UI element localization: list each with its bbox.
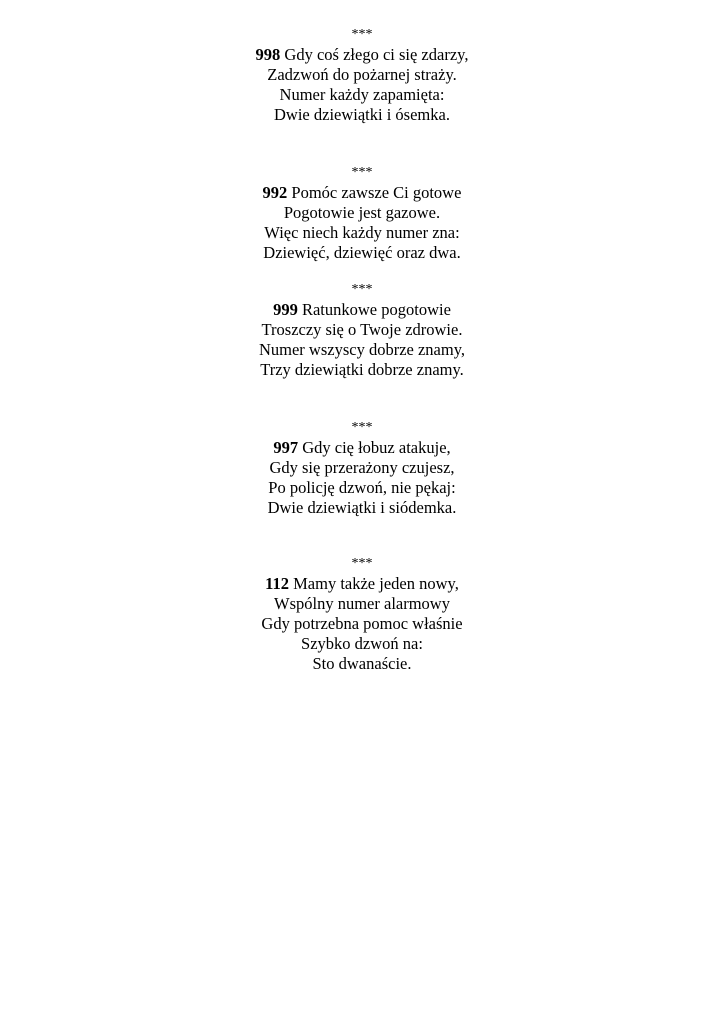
stanza-first-line — [0, 438, 724, 458]
emergency-number: 998 — [255, 45, 281, 64]
stanza-112 — [0, 554, 724, 674]
stanza-992 — [0, 163, 724, 263]
stanza-separator: *** — [351, 165, 373, 180]
verse-line: Szybko dzwoń na: — [301, 634, 423, 653]
stanza-separator: *** — [351, 27, 373, 42]
stanza-separator: *** — [351, 556, 373, 571]
stanza-separator: *** — [351, 420, 373, 435]
verse-line: Gdy się przerażony czujesz, — [269, 458, 455, 477]
first-line-text: Ratunkowe pogotowie — [301, 300, 451, 319]
emergency-number: 992 — [262, 183, 288, 202]
first-line-text: Gdy cię łobuz atakuje, — [302, 438, 451, 457]
verse-line: Po policję dzwoń, nie pękaj: — [268, 478, 456, 497]
stanza-first-line — [0, 574, 724, 594]
stanza-first-line — [0, 300, 724, 320]
verse-line: Troszczy się o Twoje zdrowie. — [261, 320, 463, 339]
emergency-number: 997 — [273, 438, 299, 457]
stanza-first-line — [0, 45, 724, 65]
emergency-number: 112 — [265, 574, 289, 593]
verse-line: Numer wszyscy dobrze znamy, — [258, 340, 466, 359]
stanza-998 — [0, 25, 724, 125]
stanza-997 — [0, 418, 724, 518]
stanza-999 — [0, 280, 724, 380]
verse-line: Dwie dziewiątki i siódemka. — [267, 498, 457, 517]
stanza-first-line — [0, 183, 724, 203]
verse-line: Gdy potrzebna pomoc właśnie — [261, 614, 463, 633]
verse-line: Więc niech każdy numer zna: — [264, 223, 460, 242]
verse-line: Trzy dziewiątki dobrze znamy. — [260, 360, 464, 379]
verse-line: Pogotowie jest gazowe. — [283, 203, 441, 222]
verse-line: Zadzwoń do pożarnej straży. — [267, 65, 457, 84]
verse-line: Wspólny numer alarmowy — [274, 594, 450, 613]
verse-line: Numer każdy zapamięta: — [279, 85, 445, 104]
first-line-text: Pomóc zawsze Ci gotowe — [291, 183, 462, 202]
verse-line: Dziewięć, dziewięć oraz dwa. — [263, 243, 461, 262]
verse-line: Sto dwanaście. — [312, 654, 412, 673]
stanza-separator: *** — [351, 282, 373, 297]
first-line-text: Gdy coś złego ci się zdarzy, — [284, 45, 469, 64]
first-line-text: Mamy także jeden nowy, — [293, 574, 459, 593]
emergency-number: 999 — [273, 300, 298, 319]
verse-line: Dwie dziewiątki i ósemka. — [274, 105, 450, 124]
